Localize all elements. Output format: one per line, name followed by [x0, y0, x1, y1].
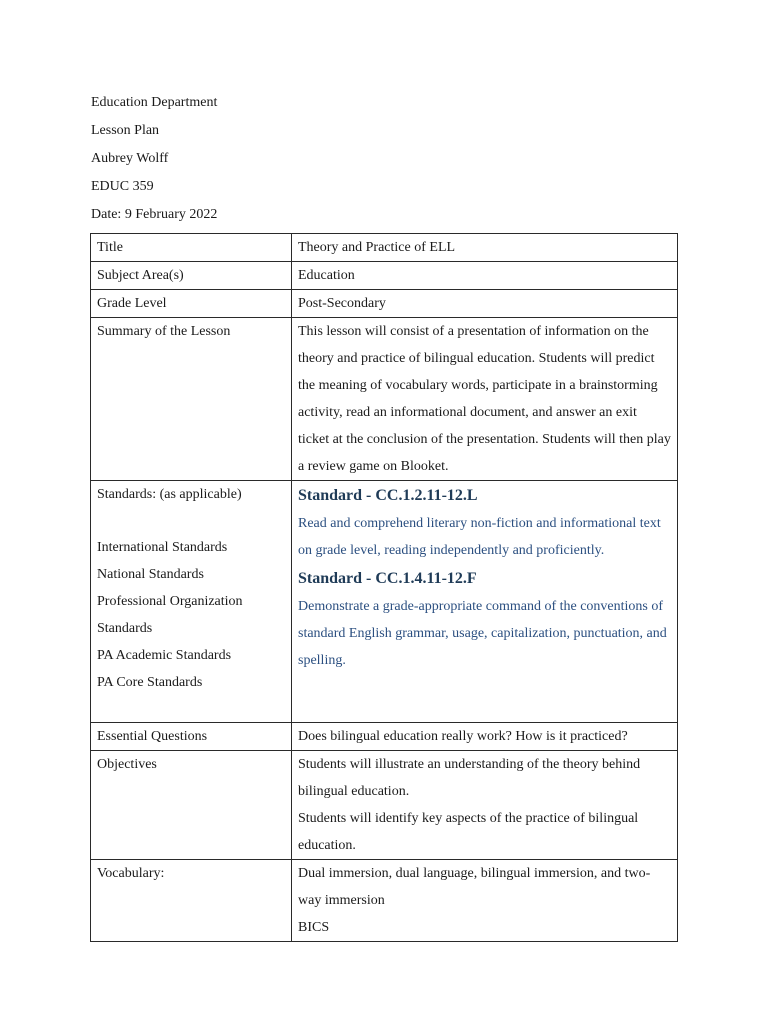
standards-label: Standards: (as applicable) — [97, 487, 242, 502]
vocabulary-item: Dual immersion, dual language, bilingual immersion, and two-way immersion — [298, 866, 651, 908]
summary-value: This lesson will consist of a presentation of information on the theory and practice of bilingual education. Students will predict the meaning of vocabulary words, participate in a brainstorming activity, read an informational document, and answer an exit ticket at the conclusion of the presentation. Students will then play a review game on Blooket. — [292, 318, 678, 481]
standards-list-item: PA Core Standards — [97, 675, 203, 690]
author-name: Aubrey Wolff — [91, 151, 169, 166]
table-row-vocabulary — [91, 860, 678, 942]
standards-list-item: National Standards — [97, 567, 204, 582]
table-row-grade — [91, 290, 678, 318]
department-name: Education Department — [91, 95, 218, 110]
document-type: Lesson Plan — [91, 123, 160, 138]
lesson-date: Date: 9 February 2022 — [91, 207, 218, 222]
subject-value: Education — [292, 262, 678, 290]
standard-heading: Standard - CC.1.4.11-12.F — [298, 570, 477, 587]
table-row-essential — [91, 723, 678, 751]
summary-label: Summary of the Lesson — [91, 318, 292, 481]
subject-label: Subject Area(s) — [91, 262, 292, 290]
standards-list-item: International Standards — [97, 540, 228, 555]
table-row-standards — [91, 481, 678, 723]
vocabulary-label: Vocabulary: — [91, 860, 292, 942]
essential-value: Does bilingual education really work? How is it practiced? — [292, 723, 678, 751]
table-row-summary — [91, 318, 678, 481]
objectives-label: Objectives — [91, 751, 292, 860]
title-value: Theory and Practice of ELL — [292, 234, 678, 262]
vocabulary-item: BICS — [298, 920, 330, 935]
standards-label-cell — [91, 481, 292, 723]
course-code: EDUC 359 — [91, 179, 154, 194]
standard-text: Read and comprehend literary non-fiction and informational text on grade level, reading independently and proficiently. — [298, 516, 661, 558]
objective-item: Students will identify key aspects of the practice of bilingual education. — [298, 811, 639, 853]
table-row-title — [91, 234, 678, 262]
standards-value-cell — [292, 481, 678, 723]
objectives-value-cell — [292, 751, 678, 860]
objective-item: Students will illustrate an understanding of the theory behind bilingual education. — [298, 757, 641, 799]
essential-label: Essential Questions — [91, 723, 292, 751]
table-row-subject — [91, 262, 678, 290]
document-header — [91, 89, 217, 229]
lesson-plan-table — [90, 233, 678, 942]
standards-list-item: Professional Organization Standards — [97, 594, 243, 636]
standard-text: Demonstrate a grade-appropriate command of the conventions of standard English grammar, usage, capitalization, punctuation, and spelling. — [298, 599, 667, 668]
grade-label: Grade Level — [91, 290, 292, 318]
vocabulary-value-cell — [292, 860, 678, 942]
grade-value: Post-Secondary — [292, 290, 678, 318]
title-label: Title — [91, 234, 292, 262]
standard-heading: Standard - CC.1.2.11-12.L — [298, 487, 478, 504]
table-row-objectives — [91, 751, 678, 860]
standards-list-item: PA Academic Standards — [97, 648, 232, 663]
